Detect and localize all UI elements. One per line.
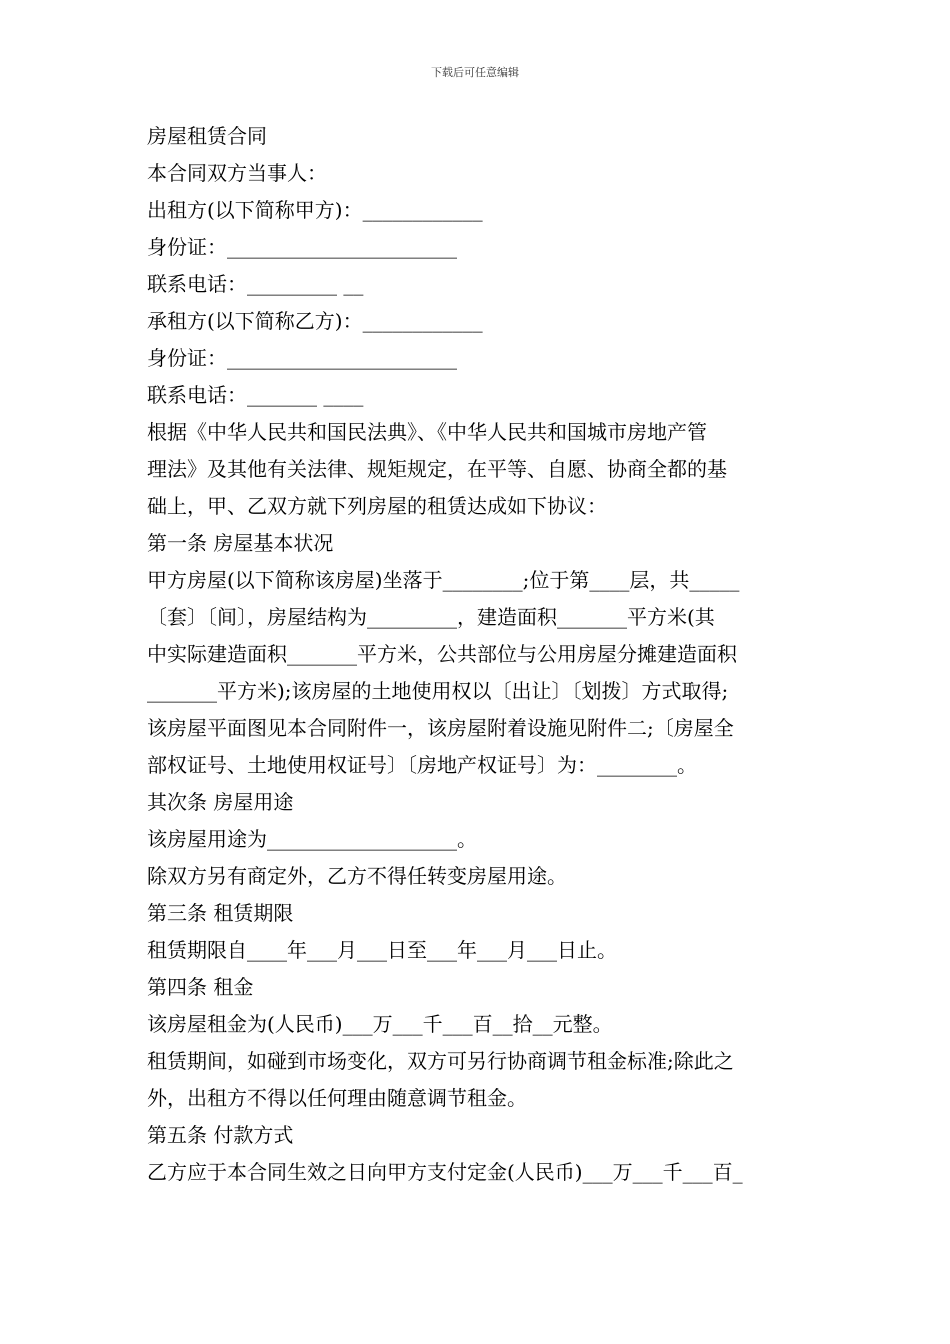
section-heading-article-1: 第一条 房屋基本状况: [147, 531, 334, 555]
section-heading-article-2: 其次条 房屋用途: [147, 790, 294, 814]
section-heading-article-5: 第五条 付款方式: [147, 1123, 294, 1147]
text-line-article-4-b: 租赁期间，如碰到市场变化，双方可另行协商调节租金标准;除此之: [147, 1049, 734, 1073]
text-line-article-4-c: 外，出租方不得以任何理由随意调节租金。: [147, 1086, 527, 1110]
page-header-note: 下载后可任意编辑: [431, 66, 519, 79]
text-line-article-4-a: 该房屋租金为(人民币)___万___千___百__拾__元整。: [147, 1012, 613, 1036]
text-line-article-3-a: 租赁期限自____年___月___日至___年___月___日止。: [147, 938, 617, 962]
text-line-lessor-phone: 联系电话：_________ __: [147, 272, 364, 296]
text-line-article-1-d: _______平方米);该房屋的土地使用权以〔出让〕〔划拨〕方式取得;: [147, 679, 729, 703]
text-line-article-1-c: 中实际建造面积_______平方米，公共部位与公用房屋分摊建造面积: [147, 642, 737, 666]
text-line-article-5-a: 乙方应于本合同生效之日向甲方支付定金(人民币)___万___千___百_: [147, 1160, 743, 1184]
text-line-article-2-a: 该房屋用途为___________________。: [147, 827, 477, 851]
text-line-article-2-b: 除双方另有商定外，乙方不得任转变房屋用途。: [147, 864, 567, 888]
text-line-parties-intro: 本合同双方当事人：: [147, 161, 327, 185]
text-line-lessee: 承租方(以下简称乙方)：____________: [147, 309, 483, 333]
contract-body: [147, 118, 809, 1191]
document-title: 房屋租赁合同: [147, 124, 267, 148]
section-heading-article-3: 第三条 租赁期限: [147, 901, 294, 925]
text-line-preamble-2: 理法》及其他有关法律、规矩规定，在平等、自愿、协商全都的基: [147, 457, 727, 481]
text-line-lessee-id: 身份证：_______________________: [147, 346, 457, 370]
text-line-lessee-phone: 联系电话：_______ ____: [147, 383, 364, 407]
text-line-lessor-id: 身份证：_______________________: [147, 235, 457, 259]
text-line-article-1-f: 部权证号、土地使用权证号〕〔房地产权证号〕为：________。: [147, 753, 697, 777]
text-line-article-1-a: 甲方房屋(以下简称该房屋)坐落于________;位于第____层，共_____: [147, 568, 740, 592]
text-line-preamble-1: 根据《中华人民共和国民法典》、《中华人民共和国城市房地产管: [147, 420, 707, 444]
text-line-preamble-3: 础上，甲、乙双方就下列房屋的租赁达成如下协议：: [147, 494, 607, 518]
text-line-article-1-b: 〔套〕〔间〕，房屋结构为_________，建造面积_______平方米(其: [147, 605, 715, 629]
section-heading-article-4: 第四条 租金: [147, 975, 254, 999]
text-line-article-1-e: 该房屋平面图见本合同附件一，该房屋附着设施见附件二;〔房屋全: [147, 716, 734, 740]
text-line-lessor: 出租方(以下简称甲方)：____________: [147, 198, 483, 222]
